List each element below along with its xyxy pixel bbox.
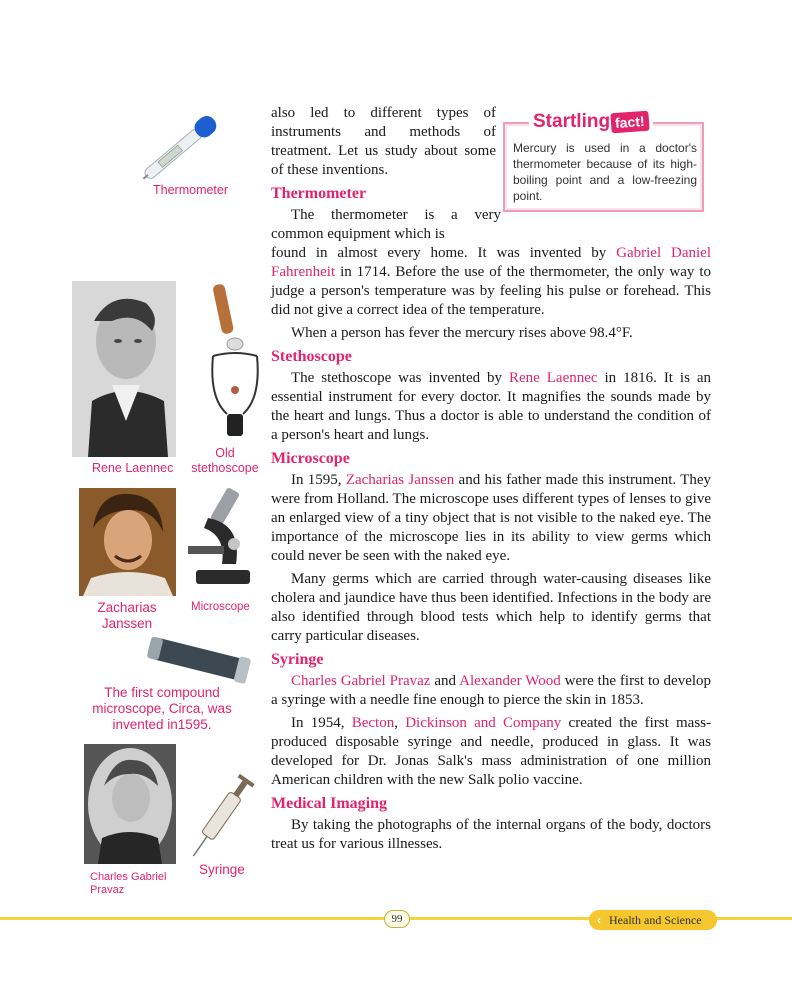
wood-name: Alexander Wood xyxy=(459,673,561,689)
fahrenheit-name: Gabriel Daniel Fahrenheit xyxy=(271,245,712,280)
janssen-name: Zacharias Janssen xyxy=(345,472,455,488)
intro-paragraph: also led to different types of instruments and methods of treatment. Let us study about some of these inventions. xyxy=(271,105,496,178)
stethoscope-paragraph: The stethoscope was invented by Rene Laennec in 1816. It is an essential instrument for every doctor. It magnifies the sounds made by the heart and lungs. Thus a doctor is able to understand the condition of a person's heart and lungs. xyxy=(271,370,712,443)
chevron-left-icon: ‹ xyxy=(597,913,601,927)
zacharias-janssen-portrait xyxy=(79,488,176,596)
pravaz-name: Charles Gabriel Pravaz xyxy=(291,673,431,689)
charles-gabriel-pravaz-portrait xyxy=(84,744,176,864)
compound-microscope-caption: The first compound microscope, Circa, was invented in1595. xyxy=(92,685,232,732)
fact-text: Mercury is used in a doctor's thermometer because of its high-boiling point and a low-freezing point. xyxy=(513,141,697,203)
microscope-paragraph-1: In 1595, Zacharias Janssen and his father made this instrument. They were from Holland. The microscope uses different types of lenses to give an enlarged view of a tiny object that is not visible to the naked eye. The importance of the microscope lies in its ability to view germs which could never be seen with the naked eye. xyxy=(271,472,712,564)
rene-laennec-caption: Rene Laennec xyxy=(92,461,174,475)
main-text xyxy=(271,104,711,858)
dickinson-name: Dickinson and Company xyxy=(405,715,562,731)
page-number: 99 xyxy=(384,910,410,928)
old-stethoscope-caption: Old stethoscope xyxy=(191,446,259,475)
thermometer-paragraph-1-cont: found in almost every home. It was invented by Gabriel Daniel Fahrenheit in 1714. Before the use of the thermometer, the only way to judge a person's temperature was by feeling his pulse or forehead. This did not give a correct idea of the temperature. xyxy=(271,245,712,318)
syringe-caption: Syringe xyxy=(199,862,245,877)
microscope-heading: Microscope xyxy=(271,450,350,467)
becton-name: Becton xyxy=(351,715,395,731)
charles-gabriel-pravaz-caption: Charles Gabriel Pravaz xyxy=(90,871,167,896)
fact-title-text: Startling xyxy=(533,111,611,132)
microscope-caption: Microscope xyxy=(191,601,250,613)
medical-imaging-paragraph: By taking the photographs of the internal organs of the body, doctors treat us for various illnesses. xyxy=(271,817,711,852)
syringe-heading: Syringe xyxy=(271,651,324,668)
thermometer-image xyxy=(132,104,232,190)
syringe-paragraph-1: Charles Gabriel Pravaz and Alexander Wood were the first to develop a syringe with a needle fine enough to pierce the skin in 1853. xyxy=(271,673,712,708)
microscope-image xyxy=(178,484,264,596)
stethoscope-heading: Stethoscope xyxy=(271,348,352,365)
footer-section-label: Health and Science xyxy=(609,913,702,927)
old-stethoscope-image xyxy=(205,280,261,440)
laennec-name: Rene Laennec xyxy=(509,370,598,386)
thermometer-caption: Thermometer xyxy=(153,183,229,197)
zacharias-janssen-caption: Zacharias Janssen xyxy=(97,600,157,631)
fact-badge: fact! xyxy=(610,111,649,134)
microscope-paragraph-2: Many germs which are carried through water-causing diseases like cholera and jaundice have thus been identified. Infections in the body are also identified through blood tests which help to identify germs that carry particular diseases. xyxy=(271,571,711,644)
thermometer-paragraph-1: The thermometer is a very common equipment which is xyxy=(271,207,501,242)
medical-imaging-heading: Medical Imaging xyxy=(271,795,387,812)
syringe-image xyxy=(180,766,268,862)
syringe-paragraph-2: In 1954, Becton, Dickinson and Company created the first mass-produced disposable syringe and needle, produced in glass. It was developed for Dr. Jonas Salk's mass administration of one million American children with the new Salk polio vaccine. xyxy=(271,715,712,788)
rene-laennec-portrait xyxy=(72,281,176,457)
thermometer-paragraph-2: When a person has fever the mercury rises above 98.4°F. xyxy=(291,325,633,341)
footer-section-tab xyxy=(589,910,717,930)
compound-microscope-image xyxy=(142,628,254,688)
thermometer-heading: Thermometer xyxy=(271,185,367,202)
